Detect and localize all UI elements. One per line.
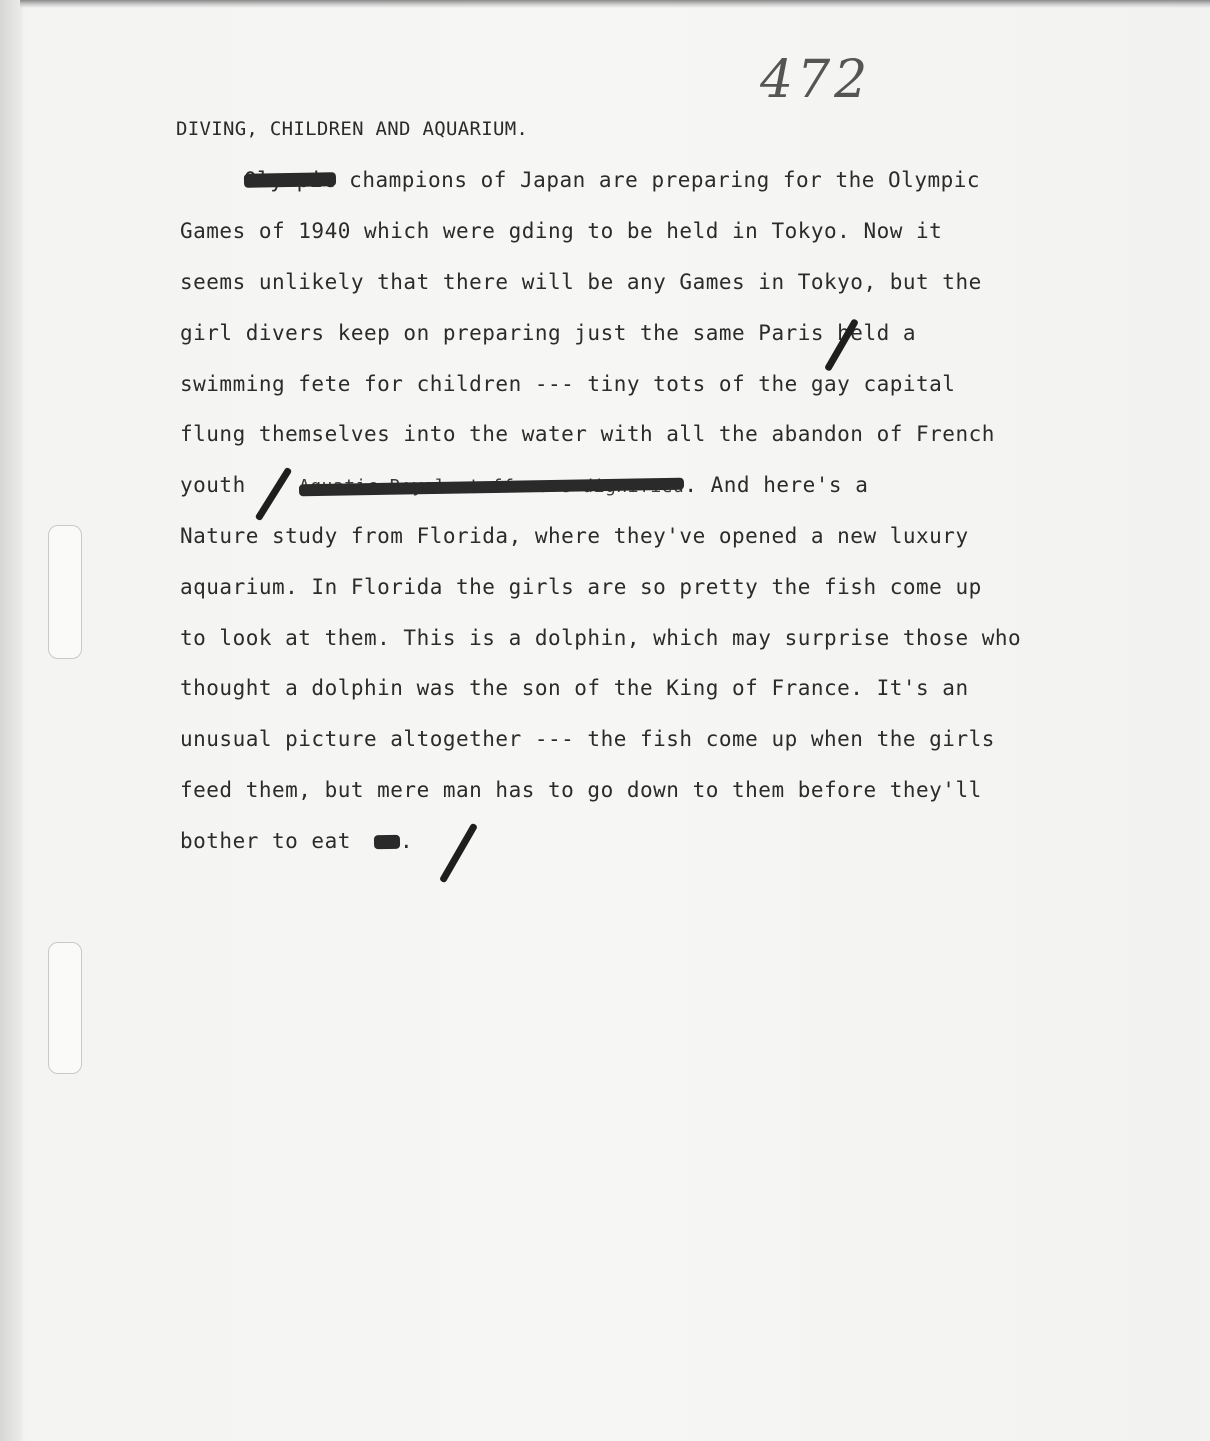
text-line-12: unusual picture altogether --- the fish come up when the girls <box>180 727 995 751</box>
text-line-14: bother to eat . <box>180 829 414 853</box>
page-top-edge <box>20 0 1210 8</box>
text-line-13: feed them, but mere man has to go down to them before they'll <box>180 778 982 802</box>
struck-phrase <box>299 473 684 497</box>
struck-word <box>244 168 336 192</box>
text-line-2: Games of 1940 which were gding to be held in Tokyo. Now it <box>180 219 943 243</box>
text-line-6: flung themselves into the water with all the abandon of French <box>180 422 995 446</box>
text-line-9: aquarium. In Florida the girls are so pretty the fish come up <box>180 575 982 599</box>
text-line-1: champions of Japan are preparing for the Olympic <box>244 168 980 192</box>
document-title: DIVING, CHILDREN AND AQUARIUM. <box>176 118 529 140</box>
handwritten-page-number: 472 <box>760 50 872 110</box>
binder-tab-lower <box>48 942 82 1074</box>
text-line-4: girl divers keep on preparing just the same Paris held a <box>180 321 917 345</box>
binder-tab-upper <box>48 525 82 659</box>
text-line-10: to look at them. This is a dolphin, which may surprise those who <box>180 626 1022 650</box>
text-line-5: swimming fete for children --- tiny tots of the gay capital <box>180 372 956 396</box>
text-line-7: youth . And here's a <box>180 473 869 497</box>
text-line-8: Nature study from Florida, where they've opened a new luxury <box>180 524 969 548</box>
page-left-edge <box>0 0 22 1441</box>
struck-word-end <box>374 835 400 849</box>
pen-slash-mark-3 <box>439 823 478 884</box>
text-line-3: seems unlikely that there will be any Games in Tokyo, but the <box>180 270 982 294</box>
text-line-11: thought a dolphin was the son of the King of France. It's an <box>180 676 969 700</box>
